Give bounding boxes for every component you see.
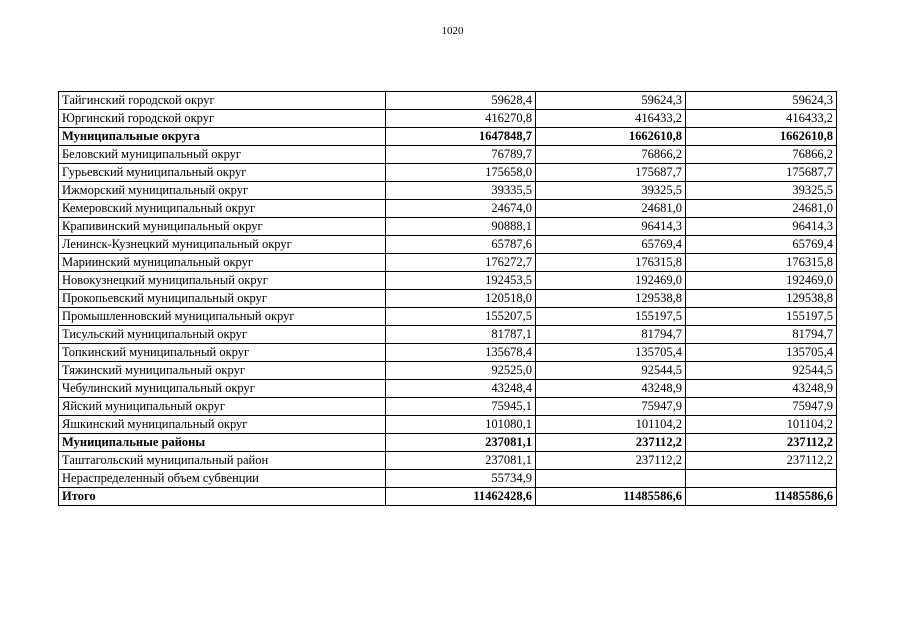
row-value-1-cell: 416270,8: [386, 110, 536, 128]
table-row: [59, 164, 837, 182]
subvention-table: [58, 91, 837, 506]
row-value-3-cell: 175687,7: [686, 164, 837, 182]
table-row: [59, 452, 837, 470]
row-name-cell: Прокопьевский муниципальный округ: [59, 290, 386, 308]
row-value-1-cell: 237081,1: [386, 452, 536, 470]
table-row: [59, 470, 837, 488]
row-value-3-cell: 59624,3: [686, 92, 837, 110]
table-row: [59, 290, 837, 308]
row-value-3-cell: 76866,2: [686, 146, 837, 164]
row-name-cell: Тисульский муниципальный округ: [59, 326, 386, 344]
row-value-3-cell: 237112,2: [686, 434, 837, 452]
row-value-1-cell: 176272,7: [386, 254, 536, 272]
row-value-2-cell: 75947,9: [536, 398, 686, 416]
row-value-2-cell: [536, 470, 686, 488]
table-row: [59, 308, 837, 326]
row-value-2-cell: 175687,7: [536, 164, 686, 182]
row-name-cell: Ленинск-Кузнецкий муниципальный округ: [59, 236, 386, 254]
row-name-cell: Муниципальные округа: [59, 128, 386, 146]
row-name-cell: Топкинский муниципальный округ: [59, 344, 386, 362]
row-value-1-cell: 101080,1: [386, 416, 536, 434]
row-value-3-cell: 24681,0: [686, 200, 837, 218]
row-value-1-cell: 76789,7: [386, 146, 536, 164]
row-value-3-cell: 129538,8: [686, 290, 837, 308]
row-name-cell: Яшкинский муниципальный округ: [59, 416, 386, 434]
row-value-3-cell: 81794,7: [686, 326, 837, 344]
row-value-3-cell: 176315,8: [686, 254, 837, 272]
row-value-2-cell: 92544,5: [536, 362, 686, 380]
row-name-cell: Беловский муниципальный округ: [59, 146, 386, 164]
row-value-2-cell: 39325,5: [536, 182, 686, 200]
row-value-1-cell: 90888,1: [386, 218, 536, 236]
table-row: [59, 362, 837, 380]
table-row: [59, 218, 837, 236]
row-value-1-cell: 59628,4: [386, 92, 536, 110]
row-value-3-cell: 75947,9: [686, 398, 837, 416]
row-value-3-cell: 1662610,8: [686, 128, 837, 146]
row-name-cell: Итого: [59, 488, 386, 506]
table-row: [59, 344, 837, 362]
table-body: [59, 92, 837, 506]
row-name-cell: Ижморский муниципальный округ: [59, 182, 386, 200]
row-name-cell: Новокузнецкий муниципальный округ: [59, 272, 386, 290]
row-value-3-cell: 39325,5: [686, 182, 837, 200]
row-value-2-cell: 176315,8: [536, 254, 686, 272]
row-value-1-cell: 120518,0: [386, 290, 536, 308]
table-row: [59, 398, 837, 416]
table-row: [59, 272, 837, 290]
table-row: [59, 92, 837, 110]
row-value-2-cell: 81794,7: [536, 326, 686, 344]
table-row: [59, 200, 837, 218]
table-row: [59, 110, 837, 128]
row-value-1-cell: 135678,4: [386, 344, 536, 362]
table-row: [59, 380, 837, 398]
row-name-cell: Крапивинский муниципальный округ: [59, 218, 386, 236]
row-value-1-cell: 237081,1: [386, 434, 536, 452]
row-name-cell: Таштагольский муниципальный район: [59, 452, 386, 470]
table-row: [59, 254, 837, 272]
table-row: [59, 488, 837, 506]
table-row: [59, 146, 837, 164]
row-value-1-cell: 81787,1: [386, 326, 536, 344]
row-value-3-cell: 96414,3: [686, 218, 837, 236]
row-value-3-cell: 155197,5: [686, 308, 837, 326]
row-name-cell: Промышленновский муниципальный округ: [59, 308, 386, 326]
row-value-1-cell: 75945,1: [386, 398, 536, 416]
row-value-2-cell: 135705,4: [536, 344, 686, 362]
table-row: [59, 434, 837, 452]
row-value-1-cell: 11462428,6: [386, 488, 536, 506]
row-value-2-cell: 192469,0: [536, 272, 686, 290]
row-value-3-cell: 65769,4: [686, 236, 837, 254]
row-value-3-cell: 43248,9: [686, 380, 837, 398]
row-value-3-cell: 237112,2: [686, 452, 837, 470]
row-value-3-cell: 92544,5: [686, 362, 837, 380]
table-row: [59, 236, 837, 254]
row-value-2-cell: 43248,9: [536, 380, 686, 398]
row-name-cell: Тайгинский городской округ: [59, 92, 386, 110]
table-row: [59, 182, 837, 200]
row-value-2-cell: 1662610,8: [536, 128, 686, 146]
row-name-cell: Гурьевский муниципальный округ: [59, 164, 386, 182]
row-value-2-cell: 11485586,6: [536, 488, 686, 506]
row-name-cell: Мариинский муниципальный округ: [59, 254, 386, 272]
row-value-1-cell: 24674,0: [386, 200, 536, 218]
row-value-1-cell: 55734,9: [386, 470, 536, 488]
row-value-1-cell: 92525,0: [386, 362, 536, 380]
row-name-cell: Юргинский городской округ: [59, 110, 386, 128]
row-value-2-cell: 65769,4: [536, 236, 686, 254]
row-value-2-cell: 155197,5: [536, 308, 686, 326]
table-row: [59, 416, 837, 434]
row-value-2-cell: 101104,2: [536, 416, 686, 434]
row-name-cell: Муниципальные районы: [59, 434, 386, 452]
row-value-2-cell: 76866,2: [536, 146, 686, 164]
row-name-cell: Чебулинский муниципальный округ: [59, 380, 386, 398]
row-value-2-cell: 24681,0: [536, 200, 686, 218]
row-value-3-cell: 101104,2: [686, 416, 837, 434]
row-value-2-cell: 237112,2: [536, 434, 686, 452]
table-row: [59, 128, 837, 146]
row-value-1-cell: 43248,4: [386, 380, 536, 398]
row-name-cell: Кемеровский муниципальный округ: [59, 200, 386, 218]
page-number: 1020: [441, 25, 464, 37]
row-value-3-cell: 192469,0: [686, 272, 837, 290]
row-value-1-cell: 39335,5: [386, 182, 536, 200]
row-name-cell: Яйский муниципальный округ: [59, 398, 386, 416]
row-value-1-cell: 155207,5: [386, 308, 536, 326]
row-value-2-cell: 96414,3: [536, 218, 686, 236]
row-value-3-cell: 416433,2: [686, 110, 837, 128]
row-value-1-cell: 1647848,7: [386, 128, 536, 146]
row-value-3-cell: 11485586,6: [686, 488, 837, 506]
row-value-2-cell: 59624,3: [536, 92, 686, 110]
row-value-1-cell: 192453,5: [386, 272, 536, 290]
row-value-3-cell: [686, 470, 837, 488]
table-row: [59, 326, 837, 344]
row-value-2-cell: 129538,8: [536, 290, 686, 308]
row-value-1-cell: 175658,0: [386, 164, 536, 182]
row-name-cell: Нераспределенный объем субвенции: [59, 470, 386, 488]
row-value-2-cell: 237112,2: [536, 452, 686, 470]
row-value-2-cell: 416433,2: [536, 110, 686, 128]
row-value-3-cell: 135705,4: [686, 344, 837, 362]
row-value-1-cell: 65787,6: [386, 236, 536, 254]
row-name-cell: Тяжинский муниципальный округ: [59, 362, 386, 380]
